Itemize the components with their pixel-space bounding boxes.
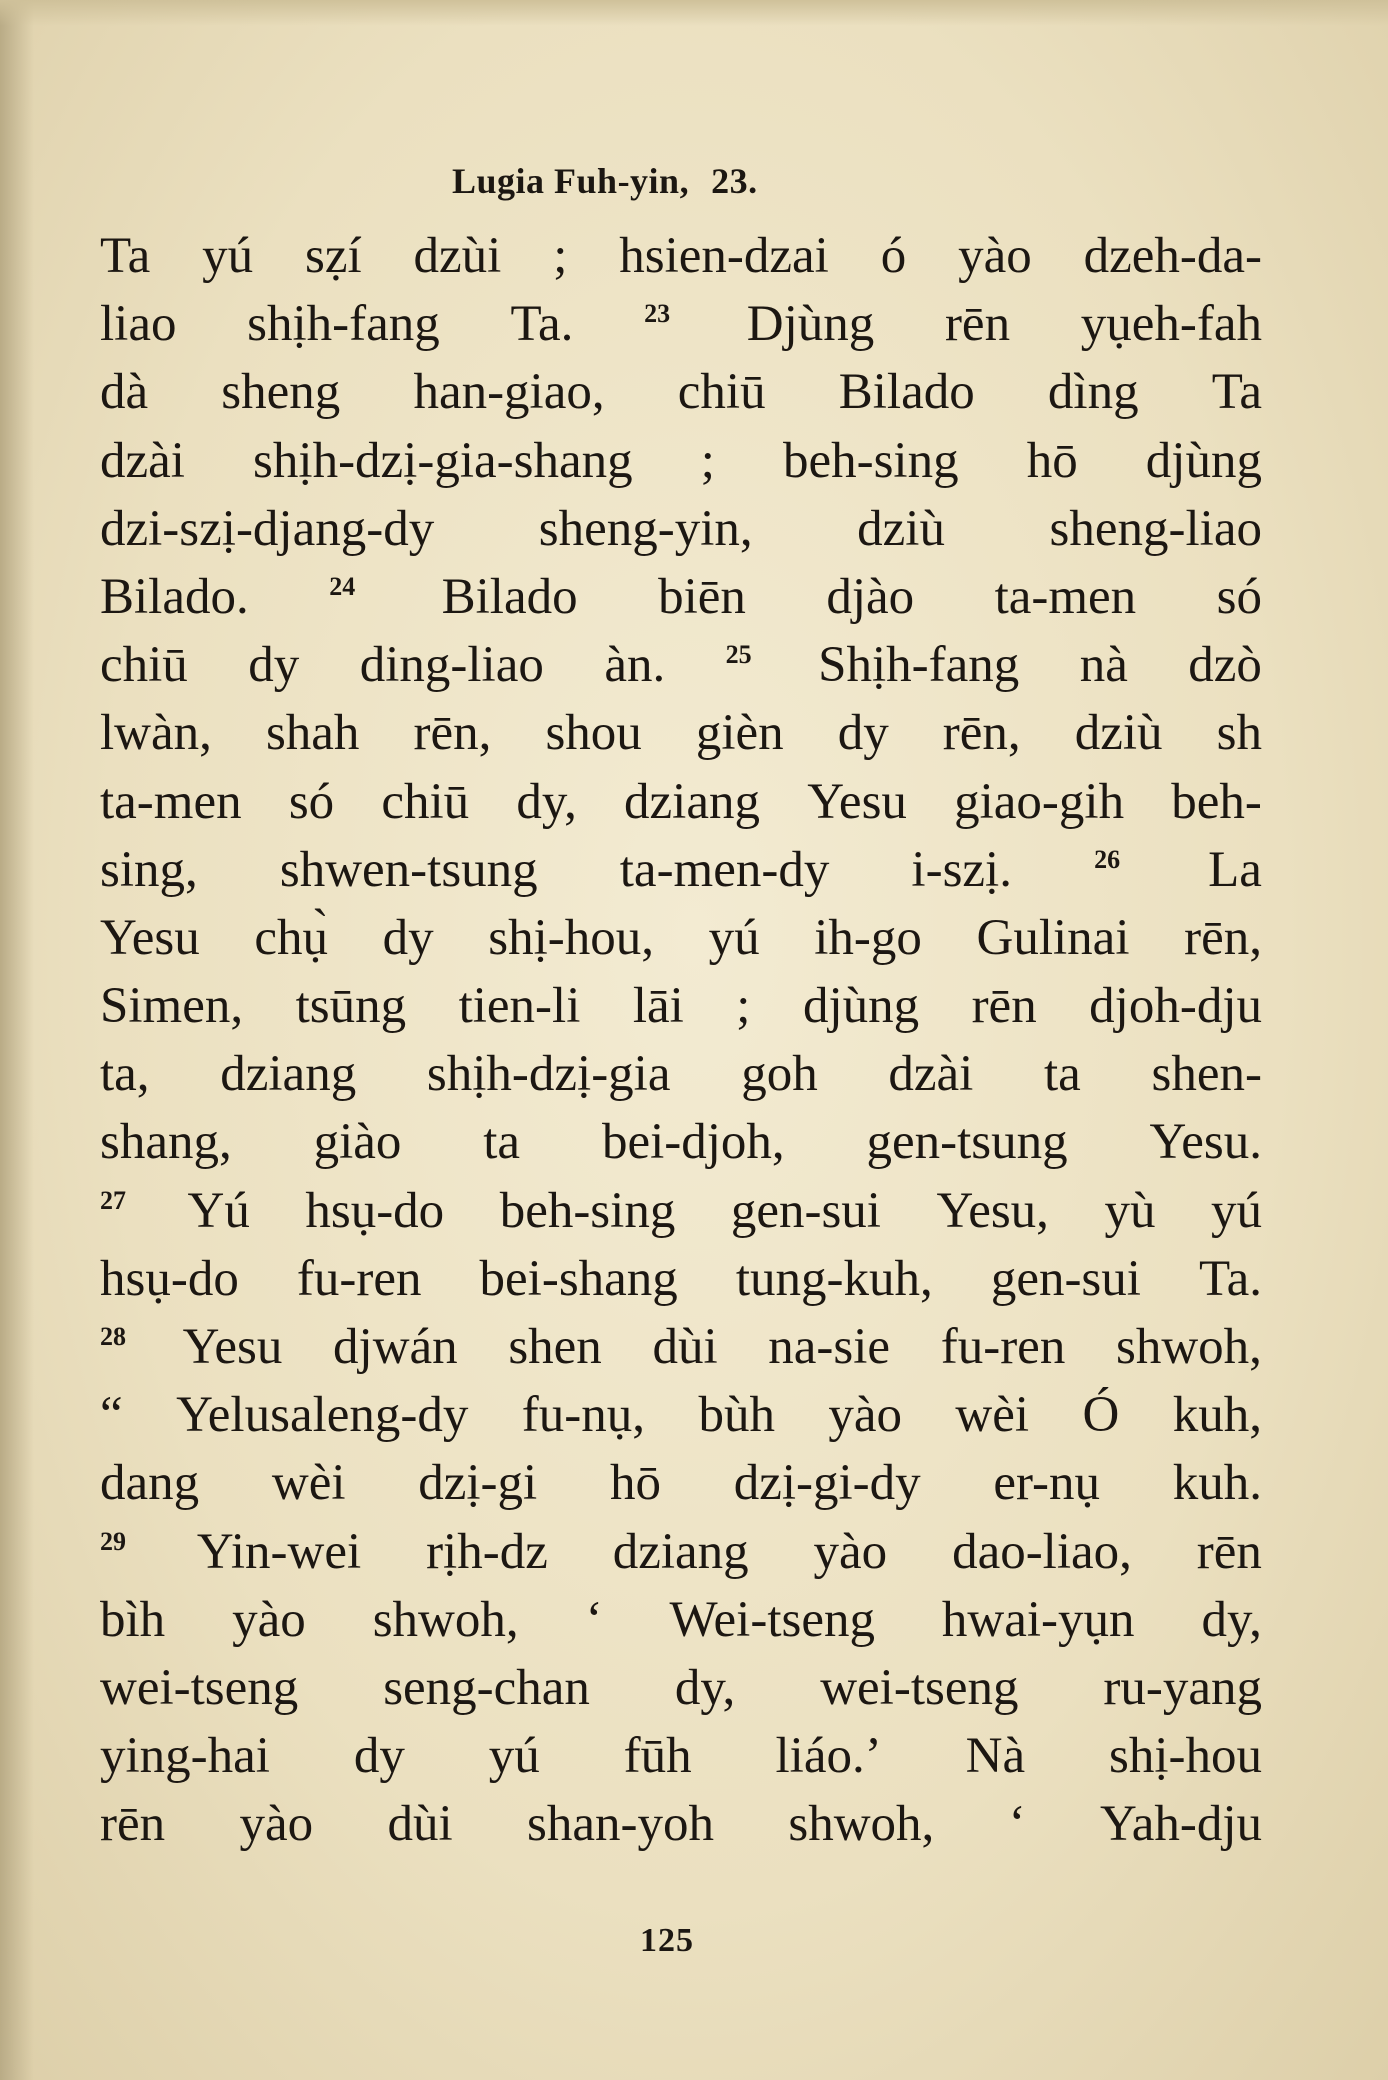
- word: Ta: [1211, 364, 1262, 421]
- word: tien-li: [458, 978, 581, 1035]
- word: Nà: [965, 1728, 1026, 1785]
- text-line: [100, 768, 1262, 836]
- word: Ta.: [510, 296, 574, 353]
- word: dy: [837, 705, 889, 762]
- word: dzị-gi: [418, 1455, 538, 1512]
- word: fu-ren: [940, 1319, 1066, 1375]
- word: yào: [813, 1523, 888, 1580]
- word: àn.: [604, 637, 666, 694]
- word: rēn: [1196, 1523, 1262, 1580]
- word: rēn,: [942, 705, 1021, 762]
- word: dy: [382, 909, 434, 966]
- word: gièn: [695, 705, 784, 762]
- word: beh-sing: [782, 432, 959, 489]
- word: dy: [353, 1728, 405, 1785]
- word: hō: [1026, 432, 1078, 489]
- word: dang: [100, 1455, 200, 1512]
- word: dzị-gi-dy: [733, 1455, 921, 1512]
- word: shịh-fang: [247, 296, 440, 353]
- word: lwàn,: [100, 705, 212, 762]
- word: hsụ-do: [305, 1182, 445, 1239]
- word: Yah-dju: [1099, 1796, 1262, 1853]
- word: djào: [826, 568, 915, 625]
- word: gen-sui: [990, 1250, 1141, 1307]
- word: yào: [239, 1796, 314, 1853]
- word: dziang: [624, 773, 760, 830]
- word: Yesu.: [1149, 1114, 1262, 1171]
- word: chiū: [100, 637, 188, 694]
- word: shịh-dzị-gia-shang: [253, 432, 633, 489]
- verse-number: 25: [725, 640, 752, 670]
- word: ta-men: [994, 568, 1137, 625]
- word: hsien-dzai: [619, 228, 829, 284]
- word: sing,: [100, 841, 198, 898]
- word: ta-men: [100, 773, 242, 830]
- word: beh-: [1171, 773, 1262, 830]
- header-chapter: 23.: [711, 161, 758, 201]
- text-line: [100, 427, 1262, 495]
- word: rịh-dz: [426, 1523, 548, 1580]
- word: dziù: [857, 500, 945, 557]
- text-line: [100, 904, 1262, 972]
- word: dùi: [652, 1319, 718, 1375]
- word: só: [1216, 568, 1262, 625]
- word: sh: [1216, 705, 1262, 762]
- word: ó: [880, 228, 907, 284]
- word: dùi: [387, 1796, 453, 1853]
- word: djùng: [802, 978, 920, 1035]
- word: Yin-wei: [196, 1523, 362, 1580]
- word: yù: [1104, 1182, 1156, 1239]
- word: tung-kuh,: [735, 1250, 933, 1307]
- word: shan-yoh: [527, 1796, 714, 1853]
- word: ih-go: [814, 909, 922, 966]
- page-top-shadow: [0, 0, 1388, 26]
- word: “: [100, 1387, 123, 1444]
- word: dy,: [674, 1659, 736, 1716]
- word: ding-liao: [359, 637, 544, 694]
- word: ying-hai: [100, 1728, 270, 1785]
- word: Yesu: [100, 909, 200, 966]
- text-line: [100, 631, 1262, 699]
- word: chụ̀: [254, 909, 328, 966]
- word: ;: [553, 228, 568, 284]
- word: shwoh,: [788, 1796, 935, 1853]
- word: dziang: [612, 1523, 749, 1580]
- text-line: [100, 1449, 1262, 1517]
- word: dao-liao,: [952, 1523, 1132, 1580]
- word: shang,: [100, 1114, 232, 1171]
- word: wèi: [955, 1387, 1030, 1444]
- word: hwai-yụn: [941, 1591, 1135, 1648]
- text-line: [100, 563, 1262, 631]
- word: dzeh-da-: [1083, 228, 1262, 284]
- word: sheng-liao: [1049, 500, 1262, 557]
- word: Ó: [1082, 1387, 1120, 1444]
- word: i-szị.: [911, 841, 1012, 898]
- word: bei-shang: [479, 1250, 678, 1307]
- text-line: [100, 495, 1262, 563]
- word: chiū: [381, 773, 470, 830]
- running-header: [452, 160, 758, 202]
- word: bei-djoh,: [601, 1114, 785, 1171]
- word: Yesu: [182, 1319, 283, 1375]
- word: sheng-yin,: [538, 500, 753, 557]
- word: lāi: [632, 978, 684, 1035]
- word: sẓí: [304, 228, 362, 284]
- word: ta: [1044, 1046, 1081, 1103]
- word: tsūng: [295, 978, 407, 1035]
- word: djoh-dju: [1089, 978, 1262, 1035]
- word: Shịh-fang: [818, 637, 1020, 694]
- text-line: [100, 1654, 1262, 1722]
- page-number: 125: [640, 1922, 694, 1959]
- text-line: [100, 358, 1262, 426]
- word: wèi: [271, 1455, 346, 1512]
- word: shị-hou: [1108, 1728, 1262, 1785]
- word: ta-men-dy: [619, 841, 830, 898]
- word: hō: [609, 1455, 661, 1512]
- word: shwoh,: [372, 1591, 519, 1648]
- word: ta: [483, 1114, 521, 1171]
- text-line: [100, 1790, 1262, 1858]
- word: Bilado: [441, 568, 578, 625]
- text-line: [100, 1518, 1262, 1586]
- word: bìh: [100, 1591, 166, 1648]
- word: han-giao,: [413, 364, 605, 421]
- word: dziù: [1074, 705, 1163, 762]
- text-line: [100, 1381, 1262, 1449]
- word: dzi-szị-djang-dy: [100, 500, 435, 557]
- word: dziang: [220, 1046, 357, 1103]
- word: dzài: [100, 432, 185, 489]
- word: yào: [828, 1387, 902, 1444]
- word: Djùng: [746, 296, 875, 353]
- body-text: [100, 222, 1262, 1859]
- word: beh-sing: [499, 1182, 676, 1239]
- word: yú: [202, 228, 254, 284]
- word: dy,: [1201, 1591, 1262, 1648]
- word: Ta: [100, 228, 151, 284]
- word: ‘: [585, 1591, 603, 1648]
- word: Yesu,: [936, 1182, 1049, 1239]
- word: liáo.’: [775, 1728, 882, 1785]
- word: Yesu: [807, 773, 907, 830]
- word: yào: [232, 1591, 306, 1648]
- word: shen-: [1151, 1046, 1262, 1103]
- verse-number: 26: [1094, 844, 1121, 874]
- word: shen: [508, 1319, 602, 1375]
- word: Bilado: [838, 364, 975, 421]
- word: nà: [1079, 637, 1128, 694]
- word: Wei-tseng: [669, 1591, 875, 1648]
- word: Ta.: [1199, 1250, 1262, 1307]
- word: shị-hou,: [488, 909, 654, 966]
- word: djùng: [1145, 432, 1262, 489]
- word: shou: [545, 705, 642, 762]
- text-line: [100, 836, 1262, 904]
- word: gen-sui: [730, 1182, 881, 1239]
- verse-number: 23: [644, 299, 671, 329]
- word: ;: [700, 432, 715, 489]
- text-line: [100, 1108, 1262, 1176]
- word: dà: [100, 364, 149, 421]
- word: Bilado.: [100, 568, 249, 625]
- word: dy: [248, 637, 300, 694]
- text-line: [100, 1177, 1262, 1245]
- page-gutter-shadow: [0, 0, 34, 2080]
- word: sheng: [221, 364, 341, 421]
- word: yú: [708, 909, 760, 966]
- word: Yú: [187, 1182, 250, 1239]
- word: rēn,: [1184, 909, 1262, 966]
- word: bùh: [698, 1387, 775, 1444]
- text-line: [100, 699, 1262, 767]
- word: yào: [958, 228, 1032, 284]
- word: rēn,: [413, 705, 492, 762]
- word: chiū: [677, 364, 766, 421]
- header-title: Lugia Fuh-yin,: [452, 161, 690, 201]
- verse-number: 29: [100, 1526, 126, 1556]
- word: goh: [741, 1046, 818, 1103]
- word: dìng: [1047, 364, 1139, 421]
- verse-number: 28: [100, 1322, 126, 1351]
- word: só: [288, 773, 335, 830]
- text-line: [100, 1586, 1262, 1654]
- word: hsụ-do: [100, 1250, 239, 1307]
- word: yụeh-fah: [1080, 296, 1262, 353]
- word: liao: [100, 296, 177, 353]
- word: wei-tseng: [820, 1659, 1019, 1716]
- text-line: [100, 222, 1262, 290]
- word: biēn: [658, 568, 746, 625]
- word: fu-nụ,: [521, 1387, 646, 1444]
- word: ta,: [100, 1046, 150, 1103]
- word: gen-tsung: [866, 1114, 1068, 1171]
- word: Yelusaleng-dy: [176, 1387, 469, 1444]
- word: ‘: [1008, 1796, 1026, 1853]
- word: dy,: [516, 773, 577, 830]
- text-line: [100, 1313, 1262, 1381]
- word: djwán: [333, 1319, 458, 1375]
- word: dzò: [1188, 637, 1262, 694]
- word: kuh,: [1172, 1387, 1262, 1444]
- word: shwen-tsung: [279, 841, 538, 898]
- word: dzài: [888, 1046, 974, 1103]
- verse-number: 27: [100, 1185, 126, 1215]
- verse-number: 24: [329, 571, 356, 601]
- word: rēn: [100, 1796, 166, 1853]
- word: fūh: [623, 1728, 692, 1785]
- word: wei-tseng: [100, 1659, 299, 1716]
- word: La: [1208, 841, 1262, 898]
- word: Gulinai: [976, 909, 1130, 966]
- text-line: [100, 1040, 1262, 1108]
- word: er-nụ: [993, 1455, 1100, 1512]
- text-line: [100, 1722, 1262, 1790]
- word: Simen,: [100, 978, 244, 1035]
- word: yú: [488, 1728, 540, 1785]
- text-line: [100, 1245, 1262, 1313]
- word: rēn: [971, 978, 1037, 1035]
- word: shwoh,: [1115, 1319, 1262, 1375]
- word: shah: [265, 705, 360, 762]
- text-line: [100, 972, 1262, 1040]
- word: seng-chan: [383, 1659, 590, 1716]
- word: ru-yang: [1103, 1659, 1262, 1716]
- word: giào: [313, 1114, 402, 1171]
- word: rēn: [944, 296, 1011, 353]
- word: na-sie: [768, 1319, 891, 1375]
- text-line: [100, 290, 1262, 358]
- word: giao-gih: [954, 773, 1125, 830]
- word: yú: [1210, 1182, 1262, 1239]
- word: kuh.: [1172, 1455, 1262, 1512]
- word: ;: [736, 978, 751, 1035]
- word: fu-ren: [296, 1250, 422, 1307]
- word: dzùi: [413, 228, 502, 284]
- word: shịh-dzị-gia: [426, 1046, 671, 1103]
